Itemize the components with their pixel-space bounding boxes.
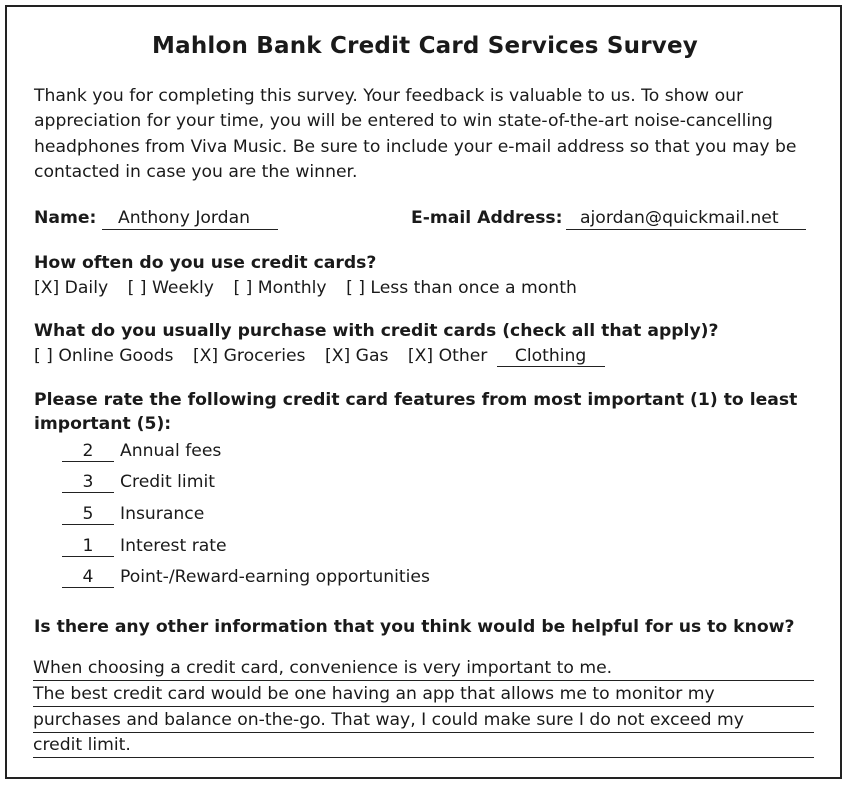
rank-item-credit-limit xyxy=(62,472,215,493)
rank-item-label: Interest rate xyxy=(120,536,227,556)
answer-line[interactable]: credit limit. xyxy=(33,735,814,758)
option-groceries[interactable]: [X] Groceries xyxy=(192,346,306,366)
option-online-goods[interactable]: [ ] Online Goods xyxy=(34,346,174,366)
rank-field[interactable]: 5 xyxy=(62,504,114,525)
rank-item-label: Point-/Reward-earning opportunities xyxy=(120,567,430,587)
rank-field[interactable]: 1 xyxy=(62,536,114,557)
rank-field[interactable]: 4 xyxy=(62,567,114,588)
option-gas[interactable]: [X] Gas xyxy=(324,346,389,366)
question-additional-info: Is there any other information that you think would be helpful for us to know? xyxy=(34,617,795,637)
question-feature-ranking-cont: important (5): xyxy=(34,414,172,434)
option-other[interactable]: [X] Other xyxy=(407,346,488,366)
answer-line[interactable]: The best credit card would be one having an app that allows me to monitor my xyxy=(33,684,814,707)
email-field[interactable]: ajordan@quickmail.net xyxy=(566,208,806,230)
answer-line[interactable]: purchases and balance on-the-go. That way, I could make sure I do not exceed my xyxy=(33,710,814,733)
answer-line[interactable]: When choosing a credit card, convenience is very important to me. xyxy=(33,658,814,681)
name-label: Name: xyxy=(34,208,97,228)
rank-item-interest-rate xyxy=(62,536,227,557)
rank-item-insurance xyxy=(62,504,204,525)
question-purchase-types: What do you usually purchase with credit cards (check all that apply)? xyxy=(34,321,719,341)
other-purchase-field[interactable]: Clothing xyxy=(497,346,605,367)
usage-frequency-options xyxy=(34,278,577,298)
question-feature-ranking: Please rate the following credit card features from most important (1) to least xyxy=(34,390,798,410)
rank-item-label: Credit limit xyxy=(120,472,215,492)
purchase-type-options xyxy=(34,346,605,367)
rank-item-reward-opportunities xyxy=(62,567,430,588)
rank-item-annual-fees xyxy=(62,441,221,462)
question-usage-frequency: How often do you use credit cards? xyxy=(34,253,377,273)
survey-title: Mahlon Bank Credit Card Services Survey xyxy=(152,33,698,59)
option-less-than-monthly[interactable]: [ ] Less than once a month xyxy=(346,278,577,298)
option-weekly[interactable]: [ ] Weekly xyxy=(127,278,214,298)
rank-item-label: Insurance xyxy=(120,504,205,524)
rank-item-label: Annual fees xyxy=(120,441,222,461)
email-label: E-mail Address: xyxy=(411,208,563,228)
intro-paragraph: Thank you for completing this survey. Your feedback is valuable to us. To show our appreciation for your time, you will be entered to win state-of-the-art noise-cancelling headphones from Viva Music. Be sure to include your e-mail address so that you may be contacted in case you are the winner. xyxy=(34,86,797,182)
rank-field[interactable]: 2 xyxy=(62,441,114,462)
option-monthly[interactable]: [ ] Monthly xyxy=(233,278,327,298)
name-field[interactable]: Anthony Jordan xyxy=(102,208,278,230)
option-daily[interactable]: [X] Daily xyxy=(34,278,109,298)
rank-field[interactable]: 3 xyxy=(62,472,114,493)
